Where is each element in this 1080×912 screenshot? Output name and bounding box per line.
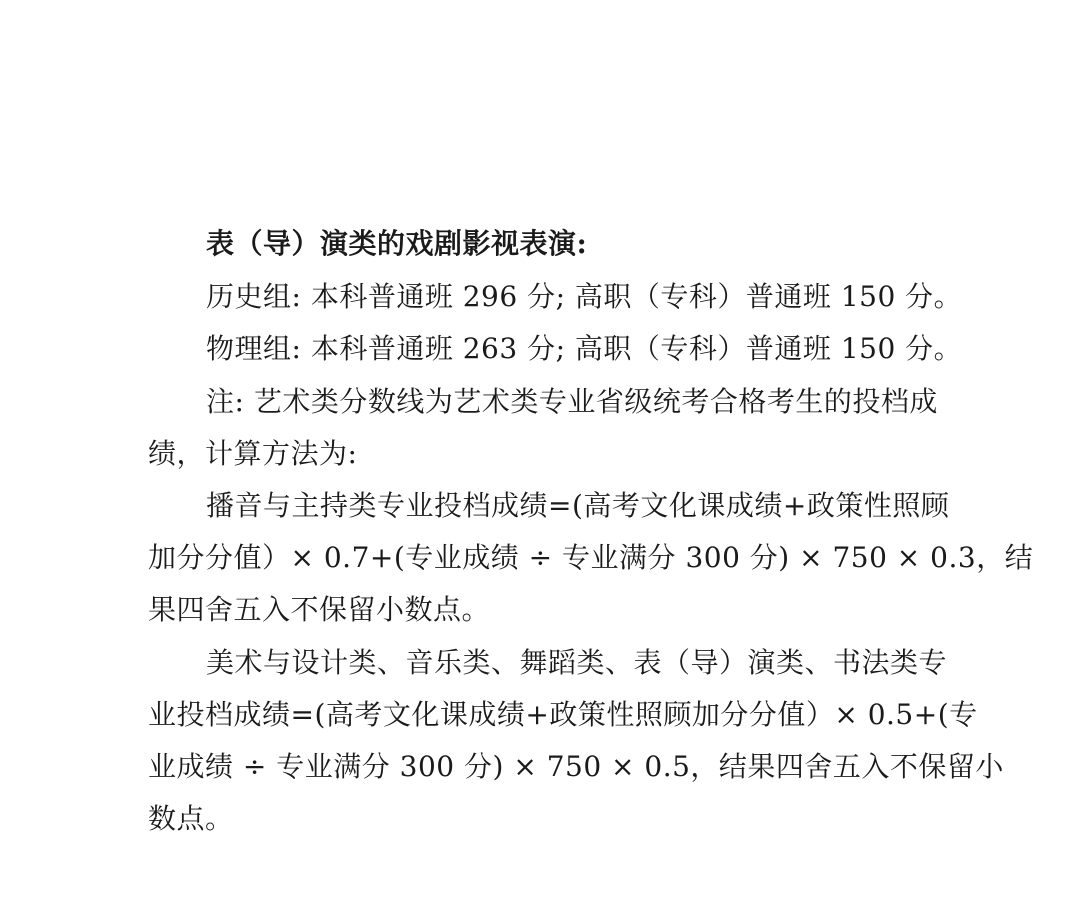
- note-line-1: 注: 艺术类分数线为艺术类专业省级统考合格考生的投档成: [206, 385, 938, 418]
- physics-group-scores: 物理组: 本科普通班 263 分; 高职（专科）普通班 150 分。: [206, 332, 963, 365]
- others-formula-line-4: 数点。: [148, 802, 234, 835]
- section-heading: 表（导）演类的戏剧影视表演:: [206, 227, 588, 260]
- broadcast-formula-line-3: 果四舍五入不保留小数点。: [148, 593, 491, 626]
- others-formula-line-3: 业成绩 ÷ 专业满分 300 分) × 750 × 0.5，结果四舍五入不保留小: [148, 750, 1004, 783]
- broadcast-formula-line-1: 播音与主持类专业投档成绩=(高考文化课成绩+政策性照顾: [206, 489, 950, 522]
- broadcast-formula-line-2: 加分分值）× 0.7+(专业成绩 ÷ 专业满分 300 分) × 750 × 0.3，结: [148, 541, 1034, 574]
- others-formula-line-2: 业投档成绩=(高考文化课成绩+政策性照顾加分分值）× 0.5+(专: [148, 698, 978, 731]
- others-formula-line-1: 美术与设计类、音乐类、舞蹈类、表（导）演类、书法类专: [206, 646, 948, 679]
- note-line-2: 绩，计算方法为:: [148, 437, 358, 470]
- history-group-scores: 历史组: 本科普通班 296 分; 高职（专科）普通班 150 分。: [206, 280, 963, 313]
